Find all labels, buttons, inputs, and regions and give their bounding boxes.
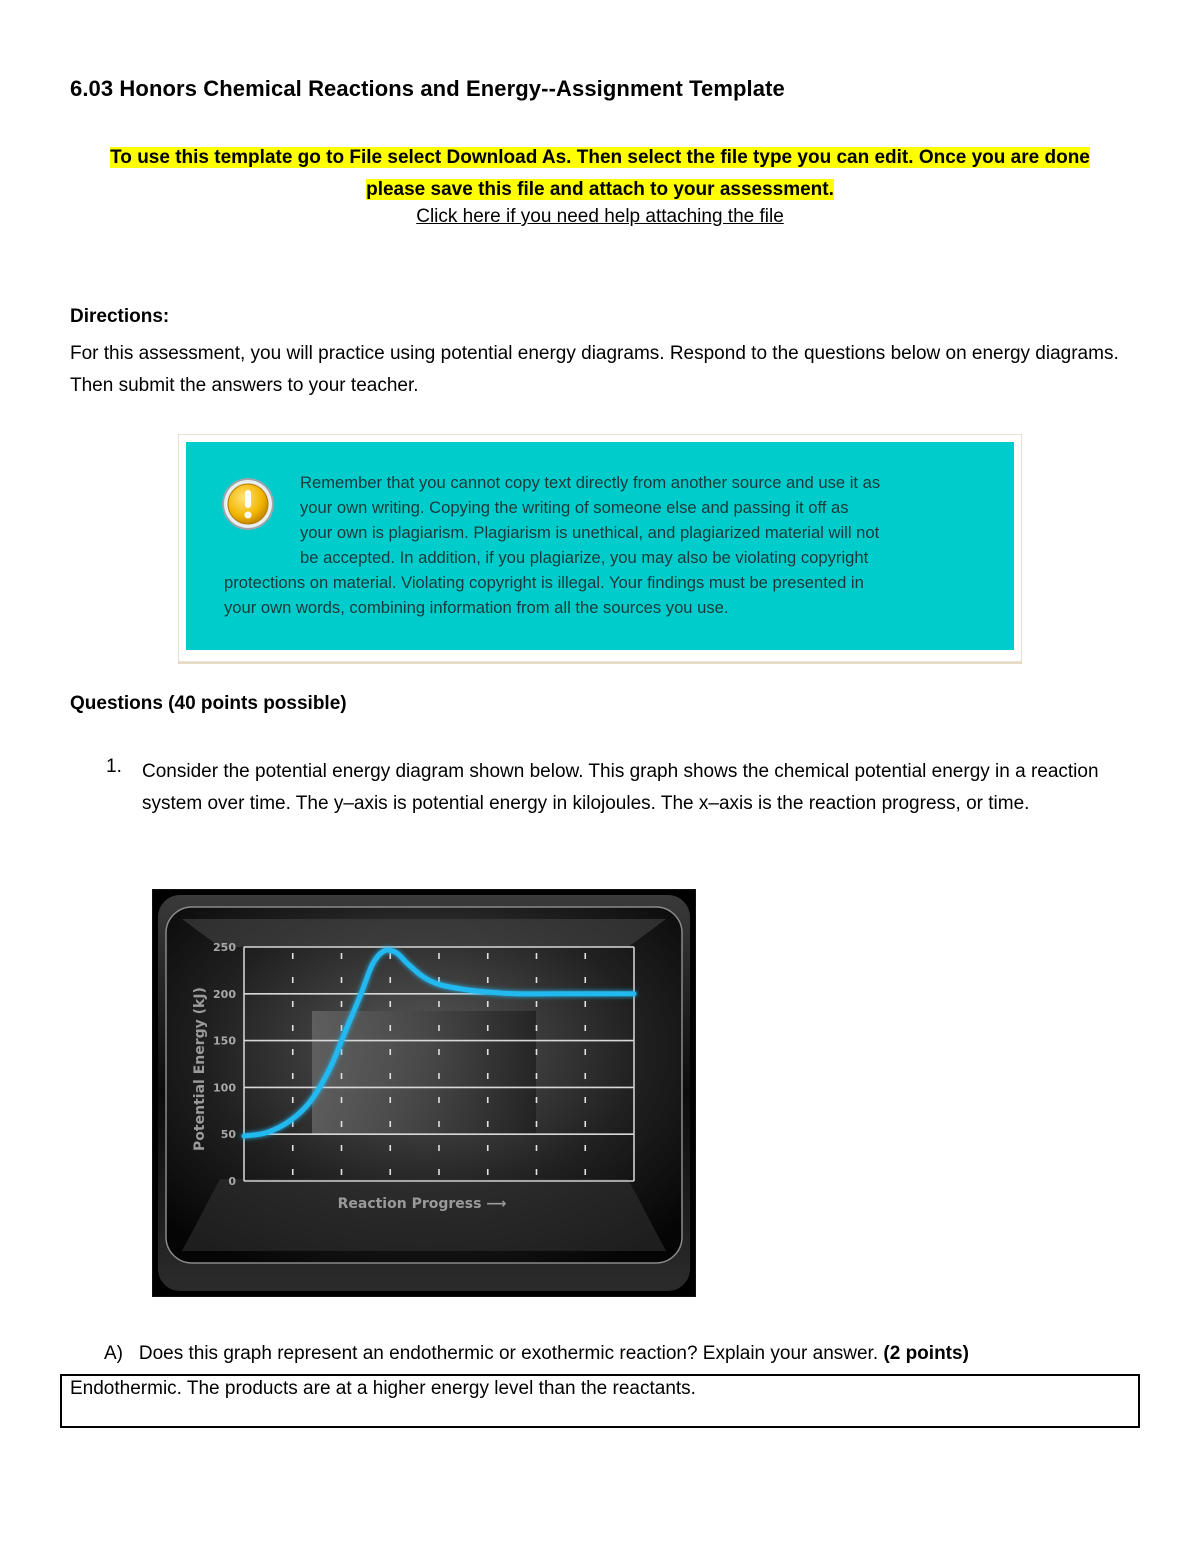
y-tick-label: 250 (213, 941, 236, 954)
question-1-number: 1. (106, 756, 122, 777)
potential-energy-chart (152, 889, 696, 1297)
warning-line: be accepted. In addition, if you plagiarize, you may also be violating copyright (300, 548, 869, 567)
y-tick-label: 50 (220, 1128, 236, 1142)
warning-line: protections on material. Violating copyright is illegal. Your findings must be presented in (224, 573, 864, 592)
warning-line: your own is plagiarism. Plagiarism is unethical, and plagiarized material will not (300, 523, 880, 542)
notice-line-1: To use this template go to File select Download As. Then select the file type you can edit. Once you are done (110, 147, 1090, 168)
y-tick-label: 0 (228, 1175, 236, 1188)
answer-text[interactable]: Endothermic. The products are at a higher energy level than the reactants. (70, 1378, 696, 1399)
x-axis-label: Reaction Progress ⟶ (337, 1196, 507, 1212)
y-tick-label: 150 (213, 1034, 236, 1048)
questions-heading: Questions (40 points possible) (70, 693, 347, 714)
warning-line: your own writing. Copying the writing of someone else and passing it off as (300, 498, 849, 517)
y-tick-label: 100 (213, 1081, 236, 1095)
document-title: 6.03 Honors Chemical Reactions and Energy--Assignment Template (70, 76, 785, 101)
notice-line-2: please save this file and attach to your assessment. (366, 179, 834, 200)
warning-line: your own words, combining information from all the sources you use. (224, 598, 729, 617)
question-a-label: A) (104, 1343, 123, 1364)
template-notice (60, 142, 1140, 206)
y-tick-label: 200 (213, 987, 236, 1001)
question-a-prompt: Does this graph represent an endothermic or exothermic reaction? Explain your answer. (138, 1343, 884, 1364)
directions-heading: Directions: (70, 306, 170, 327)
plagiarism-warning-text (224, 470, 994, 620)
help-attach-link[interactable]: Click here if you need help attaching the file (416, 206, 784, 227)
question-a-points: (2 points) (883, 1343, 969, 1364)
question-a (104, 1343, 969, 1365)
y-axis-label: Potential Energy (kJ) (192, 987, 208, 1151)
question-1-text: Consider the potential energy diagram shown below. This graph shows the chemical potential energy in a reaction system over time. The y–axis is potential energy in kilojoules. The x–axis is the reaction progress, or time. (142, 761, 1099, 814)
directions-body: For this assessment, you will practice using potential energy diagrams. Respond to the questions below on energy diagrams. Then submit the answers to your teacher. (70, 343, 1119, 396)
warning-line: Remember that you cannot copy text directly from another source and use it as (300, 473, 881, 492)
